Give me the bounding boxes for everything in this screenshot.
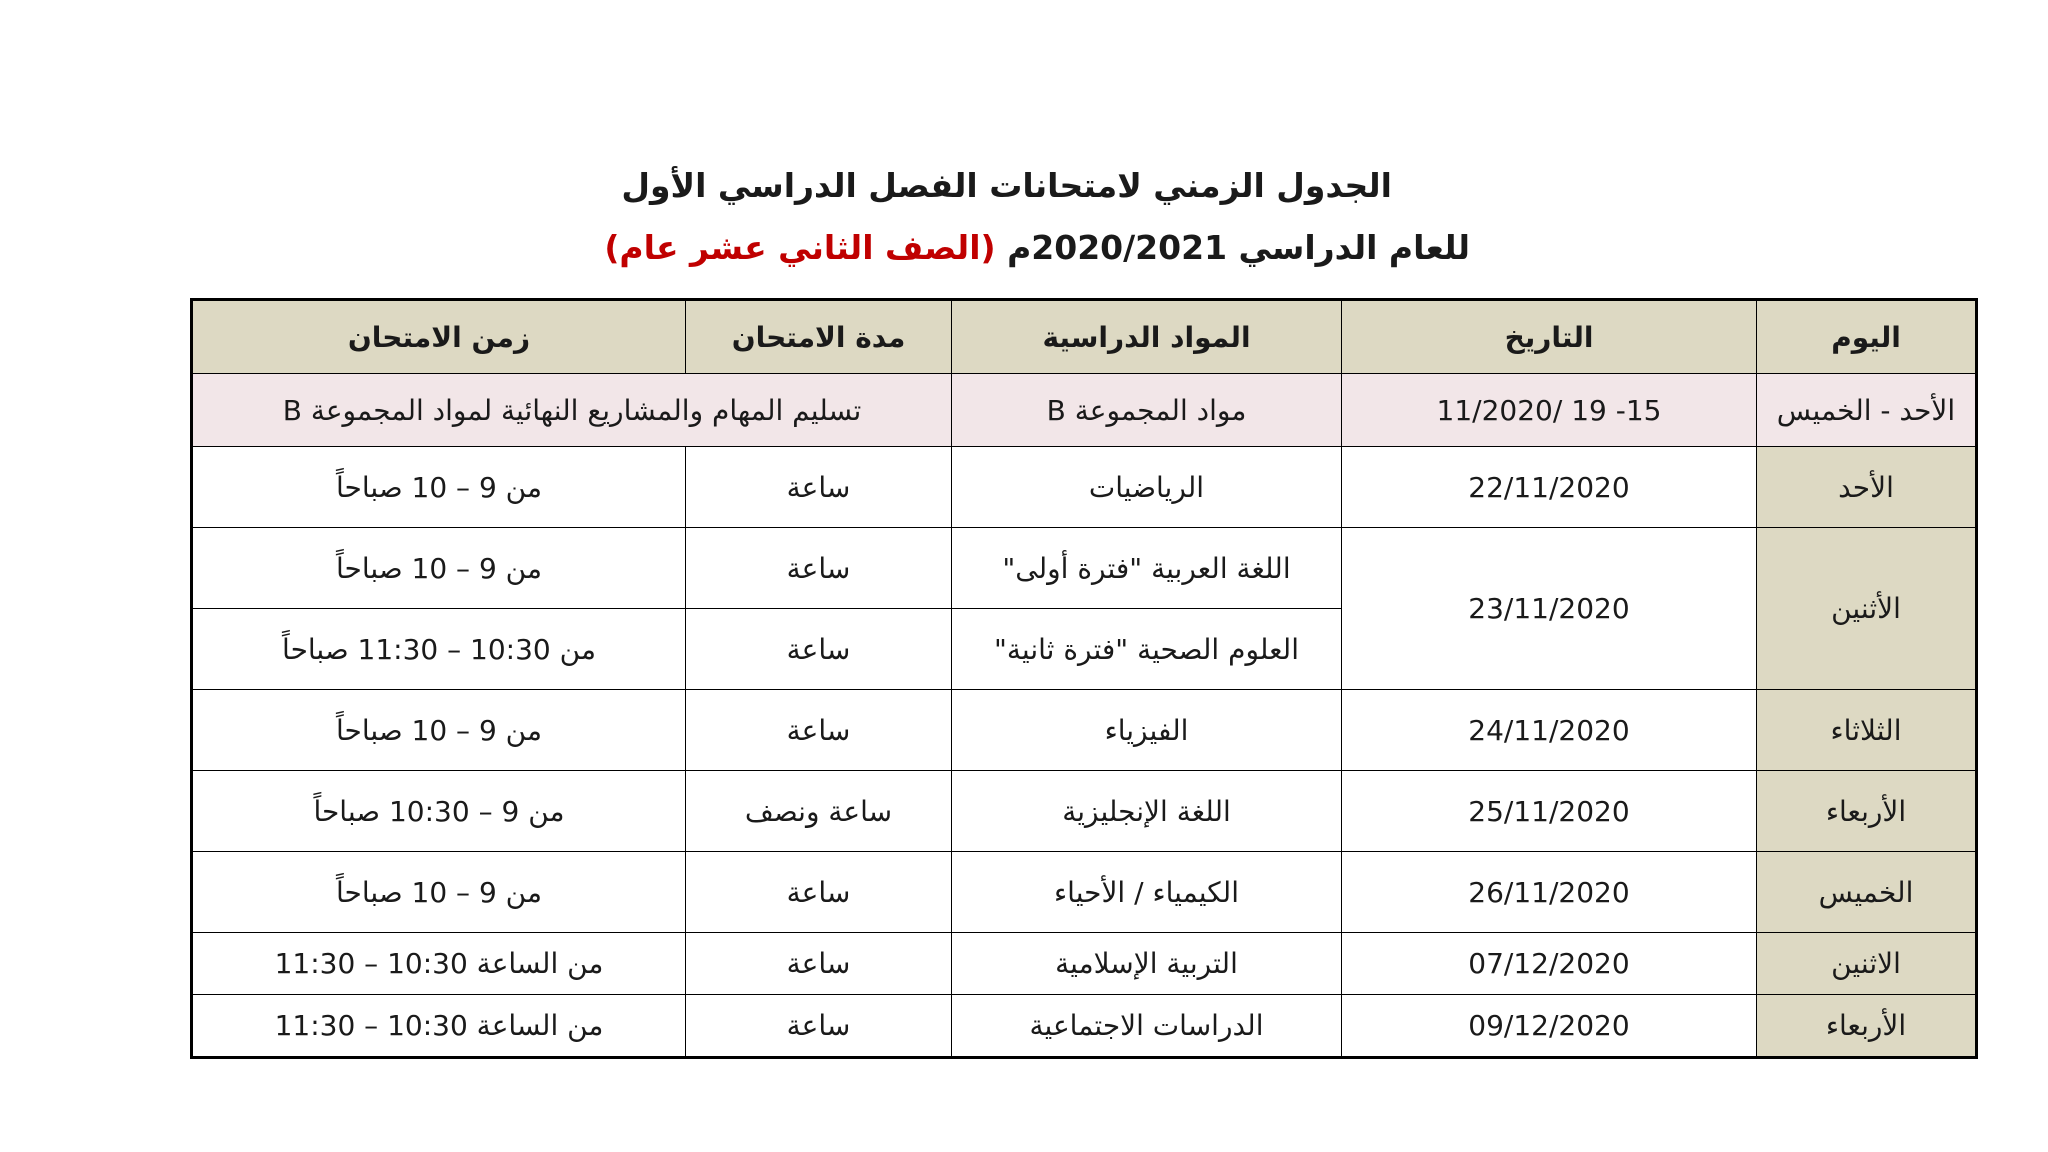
row-duration: ساعة <box>686 690 952 771</box>
table-row <box>192 447 1977 528</box>
academic-year: للعام الدراسي 2020/2021م <box>1007 228 1470 267</box>
row-date: 07/12/2020 <box>1342 933 1757 995</box>
row-time: من 9 – 10 صباحاً <box>192 852 686 933</box>
row-subject: اللغة العربية "فترة أولى" <box>952 528 1342 609</box>
table-row <box>192 852 1977 933</box>
row-subject: العلوم الصحية "فترة ثانية" <box>952 609 1342 690</box>
row-duration: ساعة ونصف <box>686 771 952 852</box>
row-subject: الفيزياء <box>952 690 1342 771</box>
tasks-row <box>192 374 1977 447</box>
row-time: من 9 – 10 صباحاً <box>192 690 686 771</box>
table-header-row <box>192 300 1977 374</box>
row-day: الأربعاء <box>1757 771 1977 852</box>
row-date: 22/11/2020 <box>1342 447 1757 528</box>
row-duration: ساعة <box>686 995 952 1058</box>
table-row <box>192 933 1977 995</box>
header-date: التاريخ <box>1342 300 1757 374</box>
row-duration: ساعة <box>686 933 952 995</box>
row-time: من 9 – 10 صباحاً <box>192 528 686 609</box>
table-row <box>192 528 1977 609</box>
header-day: اليوم <box>1757 300 1977 374</box>
row-date: 26/11/2020 <box>1342 852 1757 933</box>
row-day: الثلاثاء <box>1757 690 1977 771</box>
row-subject: الرياضيات <box>952 447 1342 528</box>
row-duration: ساعة <box>686 447 952 528</box>
row-day: الأثنين <box>1757 528 1977 690</box>
header-duration: مدة الامتحان <box>686 300 952 374</box>
row-date: 09/12/2020 <box>1342 995 1757 1058</box>
row-subject: التربية الإسلامية <box>952 933 1342 995</box>
tasks-date: 15- 19 /11/2020 <box>1342 374 1757 447</box>
header-subjects: المواد الدراسية <box>952 300 1342 374</box>
row-duration: ساعة <box>686 528 952 609</box>
row-date: 25/11/2020 <box>1342 771 1757 852</box>
row-day: الخميس <box>1757 852 1977 933</box>
tasks-day: الأحد - الخميس <box>1757 374 1977 447</box>
tasks-subjects: مواد المجموعة B <box>952 374 1342 447</box>
row-day: الأربعاء <box>1757 995 1977 1058</box>
row-subject: الدراسات الاجتماعية <box>952 995 1342 1058</box>
grade-label: (الصف الثاني عشر عام) <box>604 228 996 267</box>
table-row <box>192 771 1977 852</box>
row-time: من الساعة 10:30 – 11:30 <box>192 995 686 1058</box>
row-day: الأحد <box>1757 447 1977 528</box>
row-date: 23/11/2020 <box>1342 528 1757 690</box>
row-time: من الساعة 10:30 – 11:30 <box>192 933 686 995</box>
row-date: 24/11/2020 <box>1342 690 1757 771</box>
row-duration: ساعة <box>686 852 952 933</box>
table-row <box>192 995 1977 1058</box>
row-time: من 9 – 10 صباحاً <box>192 447 686 528</box>
header-time: زمن الامتحان <box>192 300 686 374</box>
row-subject: الكيمياء / الأحياء <box>952 852 1342 933</box>
row-time: من 9 – 10:30 صباحاً <box>192 771 686 852</box>
tasks-note: تسليم المهام والمشاريع النهائية لمواد المجموعة B <box>192 374 952 447</box>
row-time: من 10:30 – 11:30 صباحاً <box>192 609 686 690</box>
page-subtitle <box>604 220 1470 276</box>
row-day: الاثنين <box>1757 933 1977 995</box>
table-row <box>192 690 1977 771</box>
row-duration: ساعة <box>686 609 952 690</box>
exam-schedule-table <box>190 298 1978 1059</box>
page-title: الجدول الزمني لامتحانات الفصل الدراسي الأول <box>621 166 1392 205</box>
row-subject: اللغة الإنجليزية <box>952 771 1342 852</box>
